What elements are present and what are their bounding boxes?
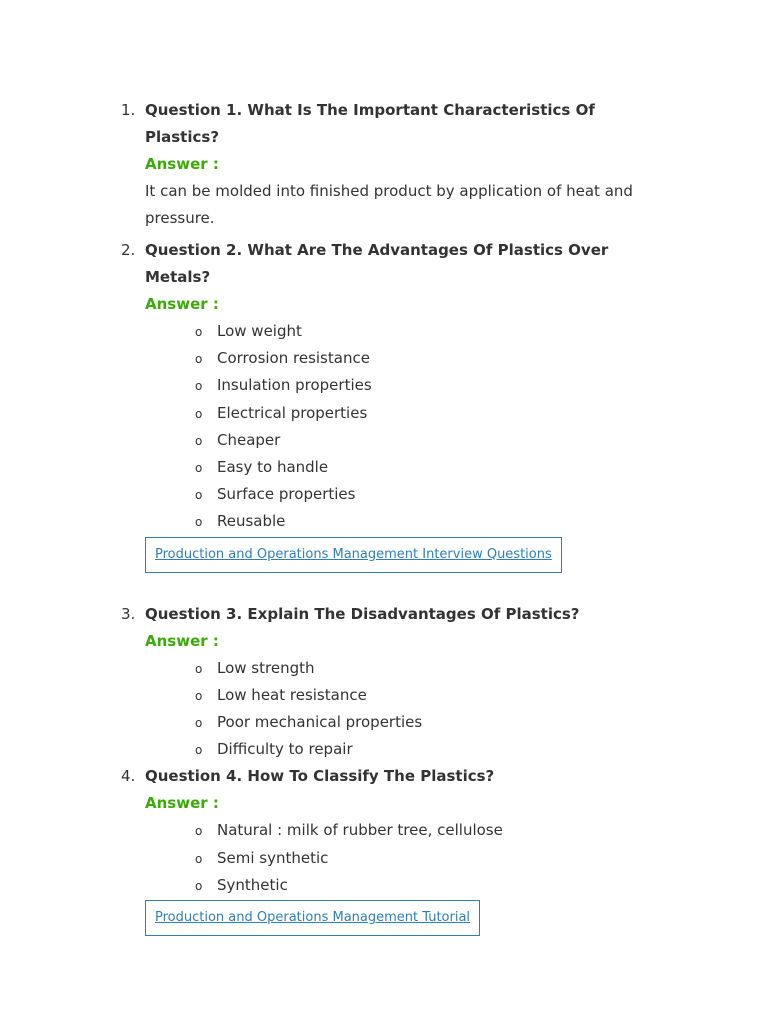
answer-label: Answer : <box>145 794 219 813</box>
list-item-text: Low weight <box>217 322 302 340</box>
bullet-circle-icon: o <box>195 515 203 530</box>
list-item <box>195 817 768 844</box>
question-title: Question 3. Explain The Disadvantages Of Plastics? <box>145 604 580 623</box>
related-link[interactable]: Production and Operations Management Tutorial <box>155 910 471 926</box>
answer-label: Answer : <box>145 155 219 173</box>
qa-item-3 <box>121 601 645 655</box>
list-item-text: Difficulty to repair <box>217 740 353 759</box>
related-link-container <box>145 536 645 573</box>
qa-item-4 <box>121 763 645 817</box>
related-link-box <box>145 900 480 936</box>
answer-label: Answer : <box>145 295 219 313</box>
bullet-circle-icon: o <box>195 716 203 731</box>
qa-item-2 <box>121 237 645 318</box>
list-item <box>195 655 768 682</box>
bullet-circle-icon: o <box>195 661 203 676</box>
answer-label: Answer : <box>145 631 219 650</box>
list-item <box>195 372 768 399</box>
bullet-circle-icon: o <box>195 743 203 758</box>
answer-bullet-list <box>145 817 768 899</box>
question-title: Question 1. What Is The Important Characteristics Of Plastics? <box>145 101 595 146</box>
list-item <box>195 872 768 899</box>
list-item <box>195 454 768 481</box>
list-item <box>195 508 768 535</box>
question-title: Question 4. How To Classify The Plastics? <box>145 767 495 786</box>
answer-bullet-list <box>145 318 768 536</box>
list-item <box>195 682 768 709</box>
list-item <box>195 709 768 736</box>
question-number: 2. <box>121 241 136 259</box>
list-item-text: Semi synthetic <box>217 848 329 867</box>
list-item-text: Insulation properties <box>217 376 372 395</box>
list-item <box>195 736 768 763</box>
list-item-text: Surface properties <box>217 485 356 504</box>
list-item <box>195 845 768 872</box>
question-number: 4. <box>121 767 136 786</box>
bullet-circle-icon: o <box>195 433 203 448</box>
answer-bullet-list <box>145 655 768 764</box>
bullet-circle-icon: o <box>195 325 203 339</box>
list-item-text: Synthetic <box>217 875 288 894</box>
bullet-circle-icon: o <box>195 851 203 866</box>
list-item-text: Low strength <box>217 658 315 677</box>
list-item <box>195 400 768 427</box>
question-title: Question 2. What Are The Advantages Of Plastics Over Metals? <box>145 241 609 286</box>
bullet-circle-icon: o <box>195 688 203 703</box>
question-number: 3. <box>121 604 136 623</box>
related-link-container <box>145 899 645 936</box>
bullet-circle-icon: o <box>195 379 203 394</box>
bullet-circle-icon: o <box>195 824 203 839</box>
list-item-text: Easy to handle <box>217 458 329 477</box>
qa-document <box>0 97 768 936</box>
list-item-text: Reusable <box>217 512 286 531</box>
bullet-circle-icon: o <box>195 461 203 476</box>
list-item <box>195 318 768 345</box>
qa-item-1 <box>121 97 645 232</box>
list-item <box>195 481 768 508</box>
list-item <box>195 345 768 372</box>
related-link[interactable]: Production and Operations Management Interview Questions <box>155 546 552 562</box>
bullet-circle-icon: o <box>195 488 203 503</box>
list-item-text: Natural : milk of rubber tree, cellulose <box>217 821 503 840</box>
bullet-circle-icon: o <box>195 406 203 421</box>
question-number: 1. <box>121 101 136 119</box>
list-item-text: Cheaper <box>217 430 281 449</box>
answer-text: It can be molded into finished product by application of heat and pressure. <box>145 182 633 227</box>
list-item <box>195 427 768 454</box>
list-item-text: Corrosion resistance <box>217 349 370 368</box>
list-item-text: Electrical properties <box>217 403 368 422</box>
bullet-circle-icon: o <box>195 352 203 367</box>
list-item-text: Poor mechanical properties <box>217 713 423 732</box>
bullet-circle-icon: o <box>195 878 203 893</box>
list-item-text: Low heat resistance <box>217 685 367 704</box>
related-link-box <box>145 537 562 573</box>
